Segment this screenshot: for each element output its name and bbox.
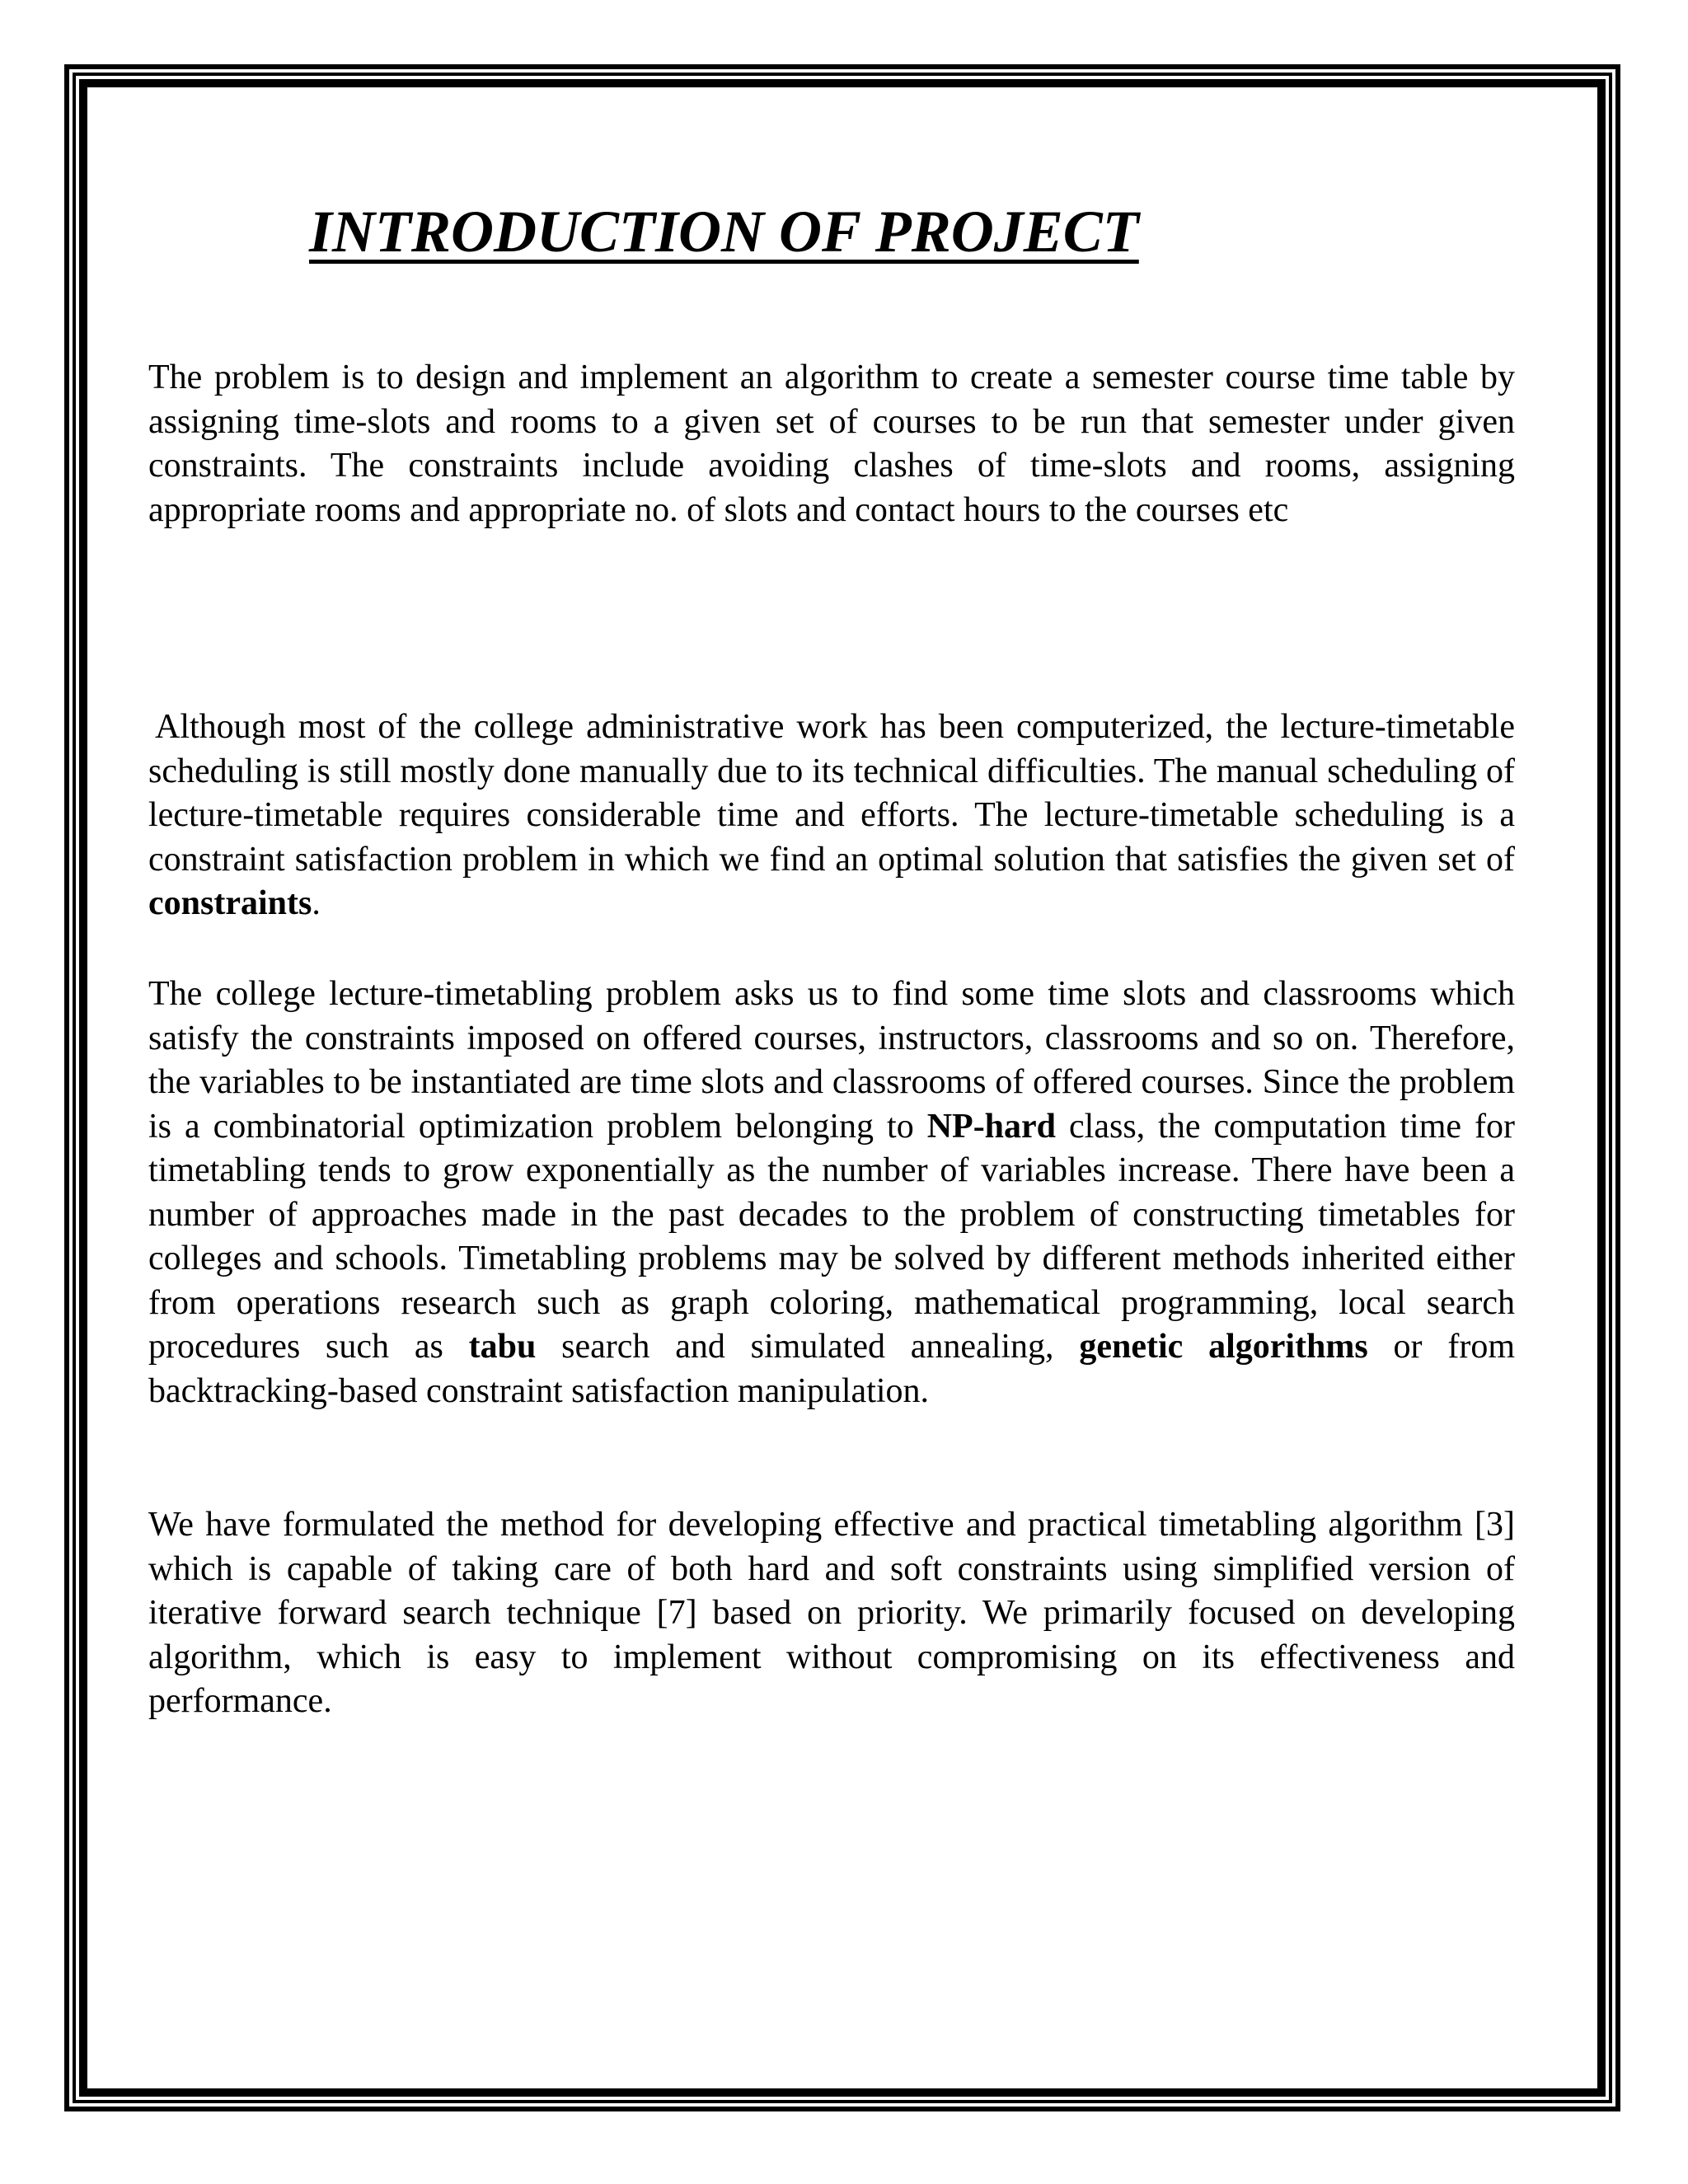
- page-title: INTRODUCTION OF PROJECT: [309, 199, 1139, 265]
- emphasis-genetic-algorithms: genetic algorithms: [1079, 1328, 1368, 1366]
- paragraph-text: search and simulated annealing,: [536, 1328, 1080, 1366]
- paragraph-text: .: [312, 884, 321, 922]
- emphasis-constraints: constraints: [148, 884, 312, 922]
- paragraph-text: The problem is to design and implement an algorithm to create a semester course time table by assigning time-slots and rooms to a given set of courses to be run that semester under given constraints. The constraints include avoiding clashes of time-slots and rooms, assigning appropriate rooms and appropriate no. of slots and contact hours to the courses etc: [148, 359, 1515, 529]
- paragraph-text: class, the computation time for timetabling tends to grow exponentially as the number of variables increase. There have been a number of approaches made in the past decades to the problem of constructing timetables for colleges and schools. Timetabling problems may be solved by different methods inherited either from operations research such as graph coloring, mathematical programming, local search procedures such as: [148, 1107, 1515, 1366]
- emphasis-np-hard: NP-hard: [926, 1107, 1057, 1146]
- paragraph-text: We have formulated the method for developing effective and practical timetabling algorithm [3] which is capable of taking care of both hard and soft constraints using simplified version of iterative forward search technique [7] based on priority. We primarily focused on developing algorithm, which is easy to implement without compromising on its effectiveness and performance.: [148, 1506, 1515, 1720]
- paragraph-problem-description: [148, 972, 1515, 1413]
- emphasis-tabu: tabu: [468, 1328, 537, 1366]
- paragraph-text: or from backtracking-based constraint satisfaction manipulation.: [148, 1328, 1515, 1410]
- paragraph-problem-statement: [148, 356, 1515, 532]
- paragraph-text: Although most of the college administrative work has been computerized, the lecture-timetable scheduling is still mostly done manually due to its technical difficulties. The manual scheduling of lecture-timetable requires considerable time and efforts. The lecture-timetable scheduling is a constraint satisfaction problem in which we find an optimal solution that satisfies the given set of: [148, 708, 1515, 879]
- paragraph-text: The college lecture-timetabling problem asks us to find some time slots and classrooms which satisfy the constraints imposed on offered courses, instructors, classrooms and so on. Therefore, the variables to be instantiated are time slots and classrooms of offered courses. Since the problem is a combinatorial optimization problem belonging to: [148, 975, 1515, 1146]
- paragraph-background: [148, 705, 1515, 926]
- paragraph-approach: [148, 1503, 1515, 1724]
